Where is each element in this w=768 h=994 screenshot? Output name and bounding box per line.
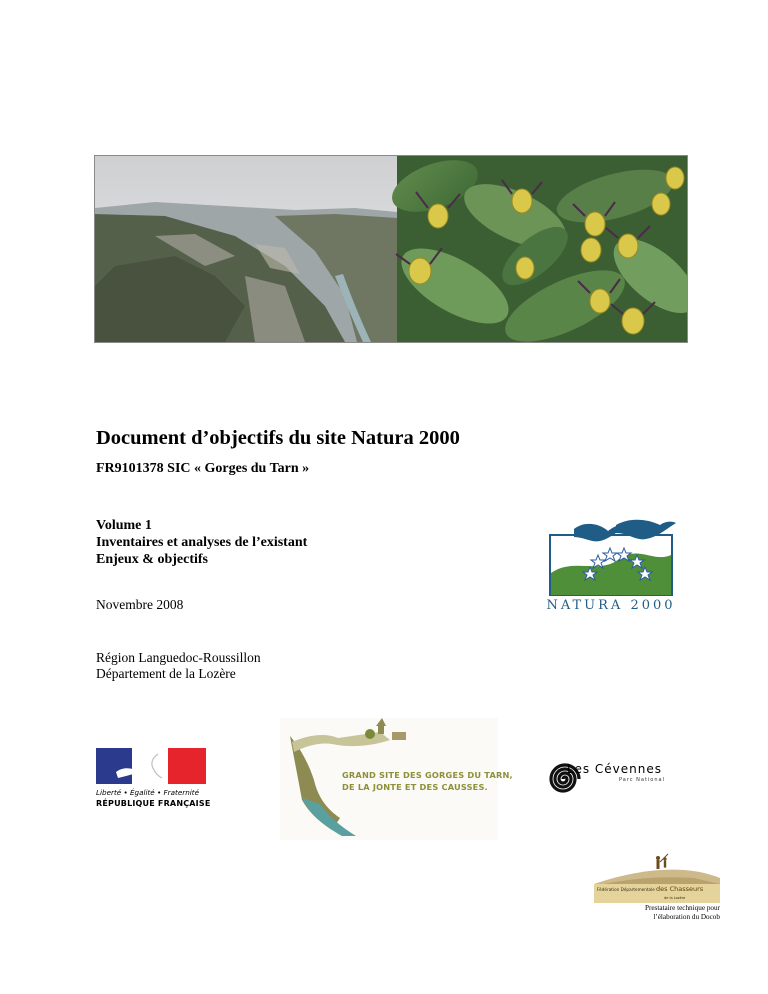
volume-title-line2: Enjeux & objectifs (96, 552, 208, 567)
republique-name: RÉPUBLIQUE FRANÇAISE (96, 799, 211, 808)
republique-francaise-logo (96, 748, 211, 818)
natura2000-logo (544, 515, 678, 615)
grand-site-logo (280, 718, 513, 840)
gorge-landscape (95, 156, 397, 342)
natura2000-wordmark: NATURA 2000 (546, 598, 676, 613)
federation-name-prefix: Fédération Départementale (597, 887, 655, 892)
orchid-photo (385, 156, 687, 342)
marianne-flag-icon (96, 748, 206, 786)
grand-site-name-line2: DE LA JONTE ET DES CAUSSES. (342, 782, 488, 792)
document-subtitle: FR9101378 SIC « Gorges du Tarn » (96, 461, 310, 476)
department-name: Département de la Lozère (96, 666, 236, 681)
hunters-landscape-icon (594, 850, 720, 884)
grand-site-name-line1: GRAND SITE DES GORGES DU TARN, (342, 770, 513, 780)
federation-role-line1: Prestataire technique pour (644, 904, 720, 912)
document-date: Novembre 2008 (96, 597, 184, 612)
volume-title-line1: Inventaires et analyses de l’existant (96, 535, 308, 550)
republique-motto: Liberté • Égalité • Fraternité (96, 788, 200, 797)
federation-chasseurs-logo (594, 850, 720, 921)
document-title: Document d’objectifs du site Natura 2000 (96, 427, 460, 449)
federation-name-main: des Chasseurs (656, 885, 704, 893)
federation-role-line2: l’élaboration du Docob (653, 913, 720, 921)
federation-name-suffix: de la Lozère (664, 896, 686, 900)
region-name: Région Languedoc-Roussillon (96, 650, 261, 665)
cevennes-subtitle: Parc National (619, 777, 665, 783)
cover-photo (94, 155, 688, 343)
cevennes-name: Les Cévennes (567, 762, 663, 776)
volume-label: Volume 1 (96, 518, 152, 533)
cevennes-park-logo (545, 755, 685, 803)
